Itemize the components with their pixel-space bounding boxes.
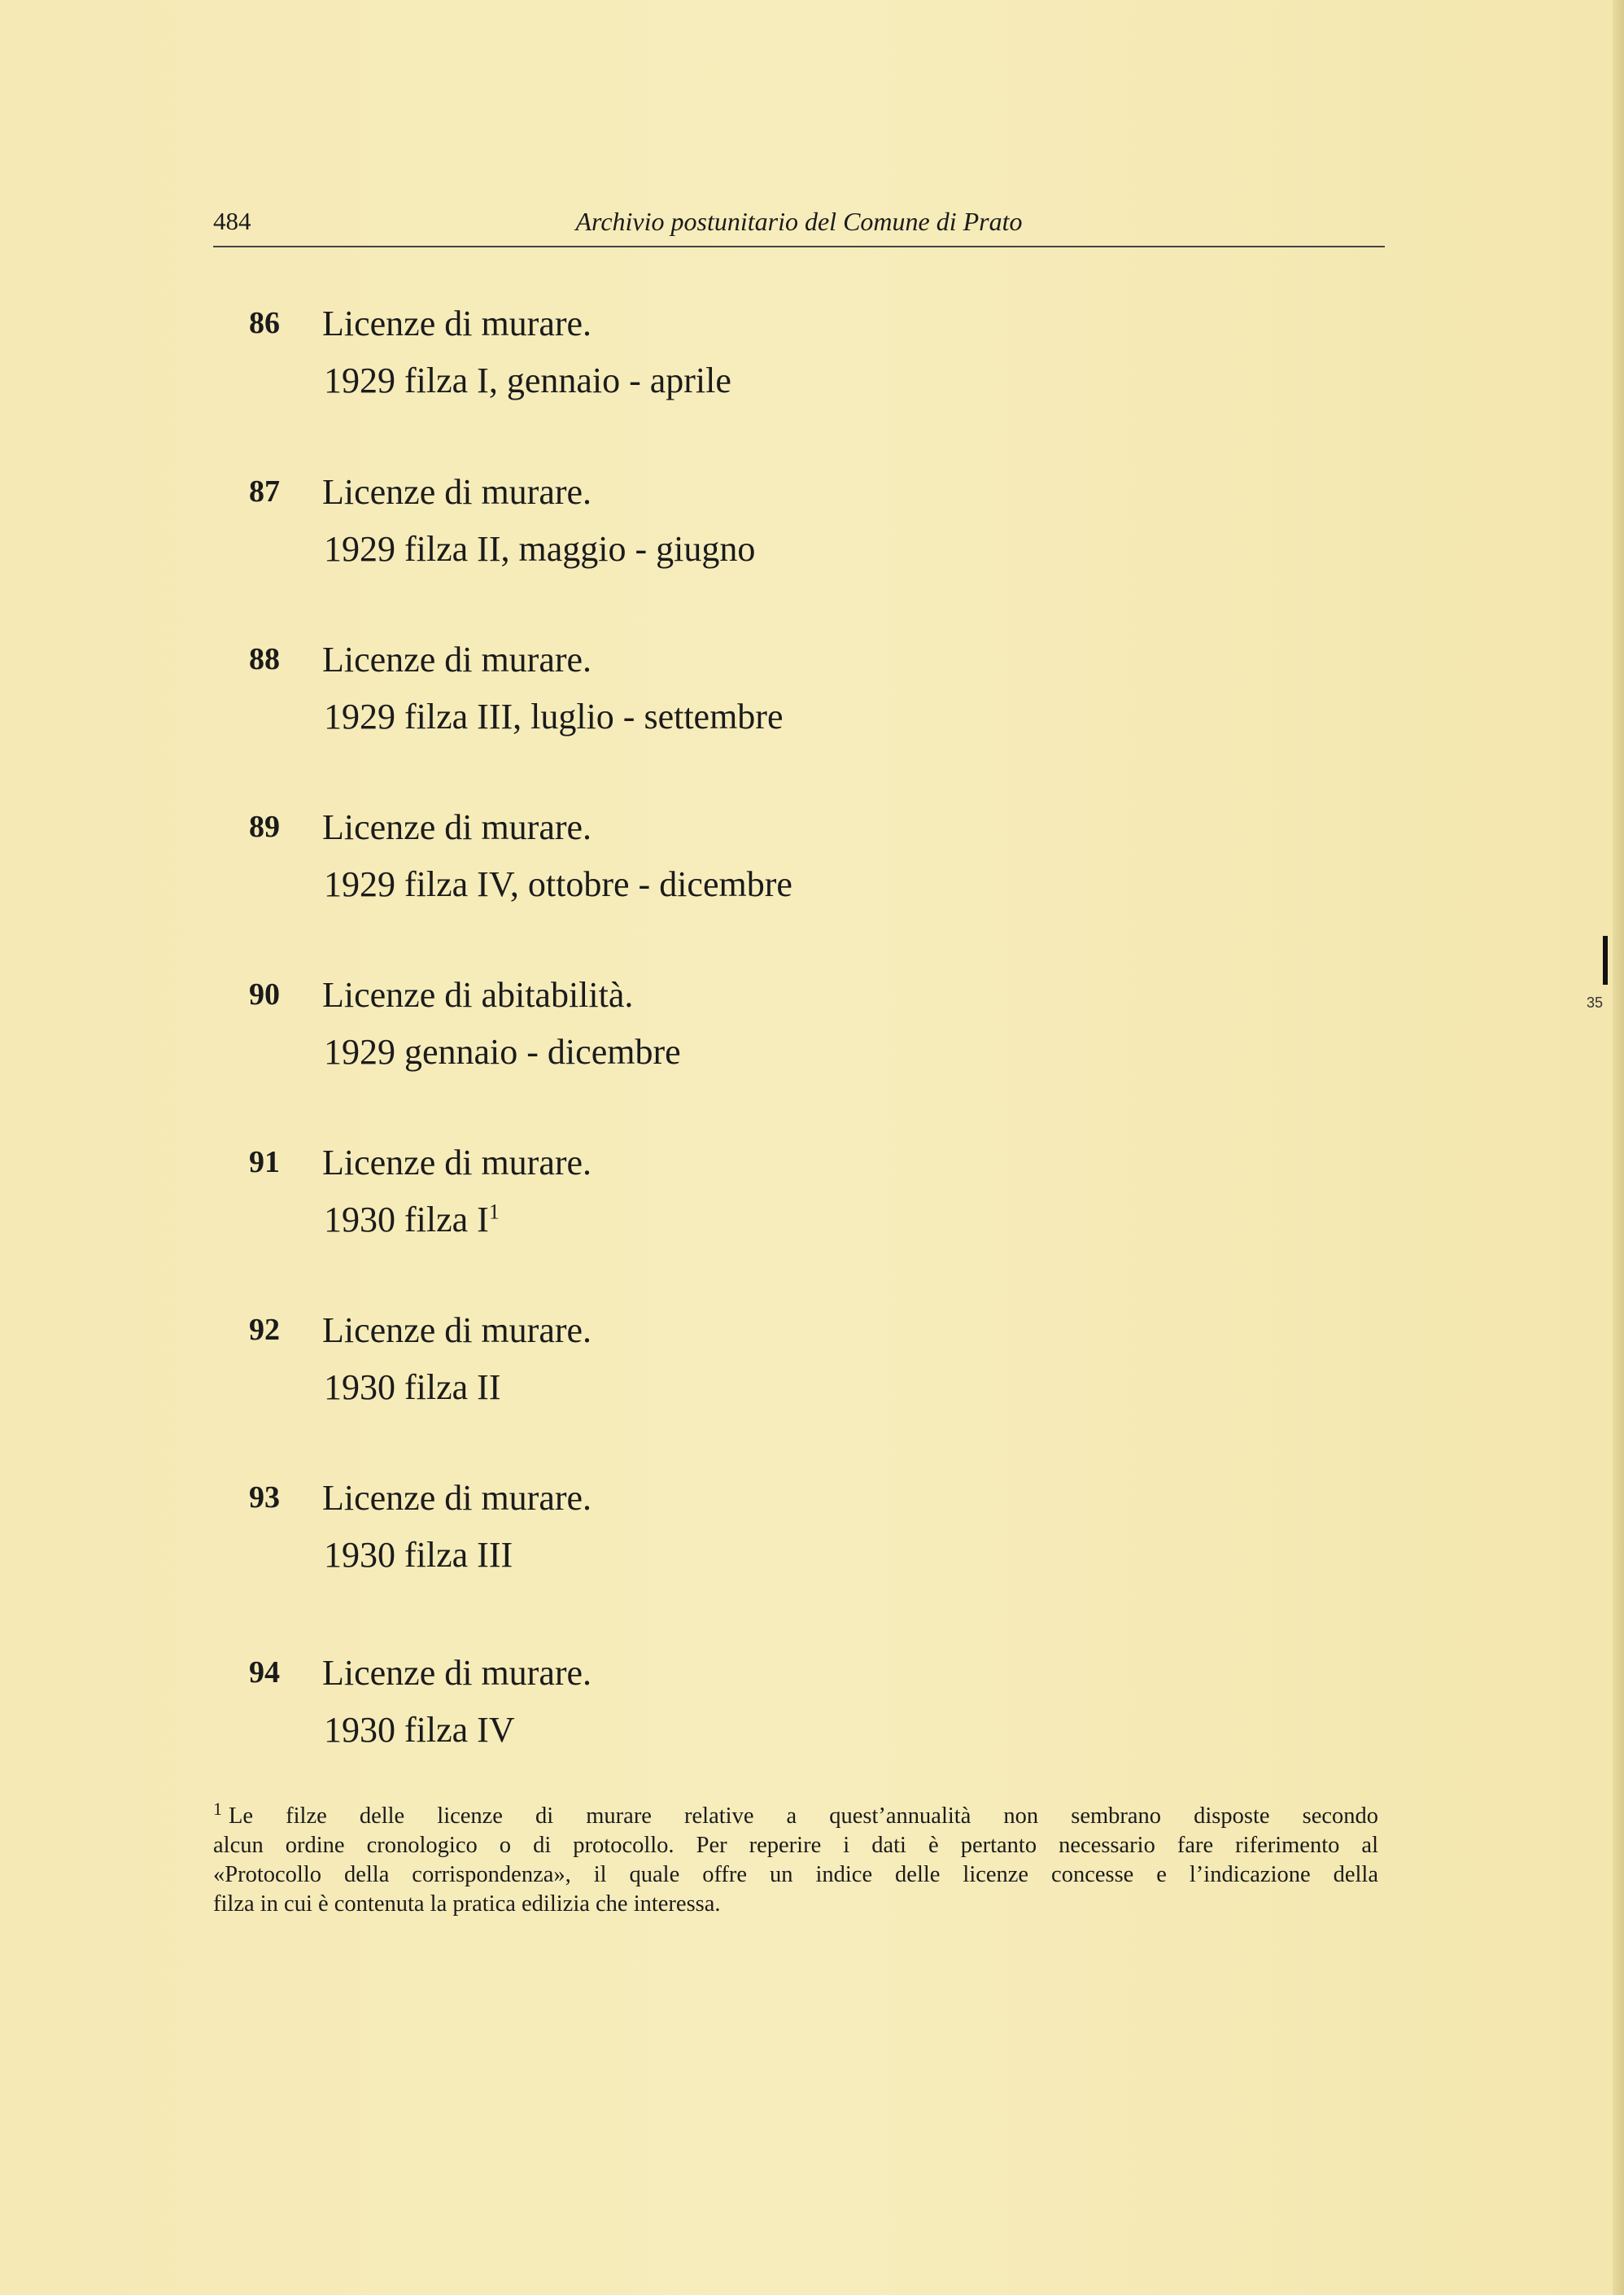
entry-detail: 1929 gennaio - dicembre [324, 1032, 681, 1072]
entry-detail: 1929 filza IV, ottobre - dicembre [324, 864, 792, 904]
entry-title: Licenze di murare. [322, 1653, 592, 1693]
footnote-line: «Protocollo della corrispondenza», il quale offre un indice delle licenze concesse e l’indicazione della [213, 1862, 1378, 1887]
page-edge [1613, 0, 1624, 2295]
entry-number: 93 [249, 1480, 280, 1515]
edge-tab-mark [1603, 936, 1608, 985]
footnote-mark: 1 [213, 1798, 222, 1819]
entry-title: Licenze di murare. [322, 1143, 592, 1182]
footnote-line: filza in cui è contenuta la pratica edilizia che interessa. [213, 1891, 721, 1917]
entry-detail: 1929 filza II, maggio - giugno [324, 529, 756, 569]
entry-title: Licenze di murare. [322, 1478, 592, 1518]
page-number: 484 [213, 207, 251, 235]
footnote-line [213, 1798, 1378, 1831]
entry-detail: 1930 filza III [324, 1535, 513, 1575]
page-header [213, 207, 1385, 247]
edge-label: 35 [1587, 994, 1604, 1011]
entry-detail-text: 1930 filza I [324, 1200, 489, 1239]
entry-detail: 1929 filza III, luglio - settembre [324, 697, 784, 737]
entry-number: 87 [249, 474, 280, 509]
entry-title: Licenze di murare. [322, 1310, 592, 1350]
entry-detail: 1930 filza IV [324, 1710, 515, 1750]
running-title: Archivio postunitario del Comune di Prato [575, 207, 1023, 236]
entry-number: 88 [249, 642, 280, 676]
entry-title: Licenze di murare. [322, 640, 592, 680]
entry-title: Licenze di murare. [322, 472, 592, 512]
entry-number: 86 [249, 306, 280, 340]
footnote-line: alcun ordine cronologico o di protocollo. Per reperire i dati è pertanto necessario fare riferimento al [213, 1833, 1378, 1858]
entry-detail: 1930 filza II [324, 1367, 501, 1407]
footnote [213, 1798, 1378, 1919]
footnote-text: Le filze delle licenze di murare relative a quest’annualità non sembrano disposte secondo [229, 1803, 1378, 1829]
entry-number: 89 [249, 810, 280, 844]
entry-number: 92 [249, 1313, 280, 1347]
entry-detail [324, 1199, 500, 1242]
footnote-reference: 1 [488, 1200, 500, 1224]
entry-title: Licenze di abitabilità. [322, 975, 634, 1015]
entry-number: 90 [249, 977, 280, 1012]
entry-number: 94 [249, 1655, 280, 1690]
entry-detail: 1929 filza I, gennaio - aprile [324, 361, 731, 400]
entry-number: 91 [249, 1145, 280, 1179]
entry-title: Licenze di murare. [322, 807, 592, 847]
entry-title: Licenze di murare. [322, 304, 592, 343]
